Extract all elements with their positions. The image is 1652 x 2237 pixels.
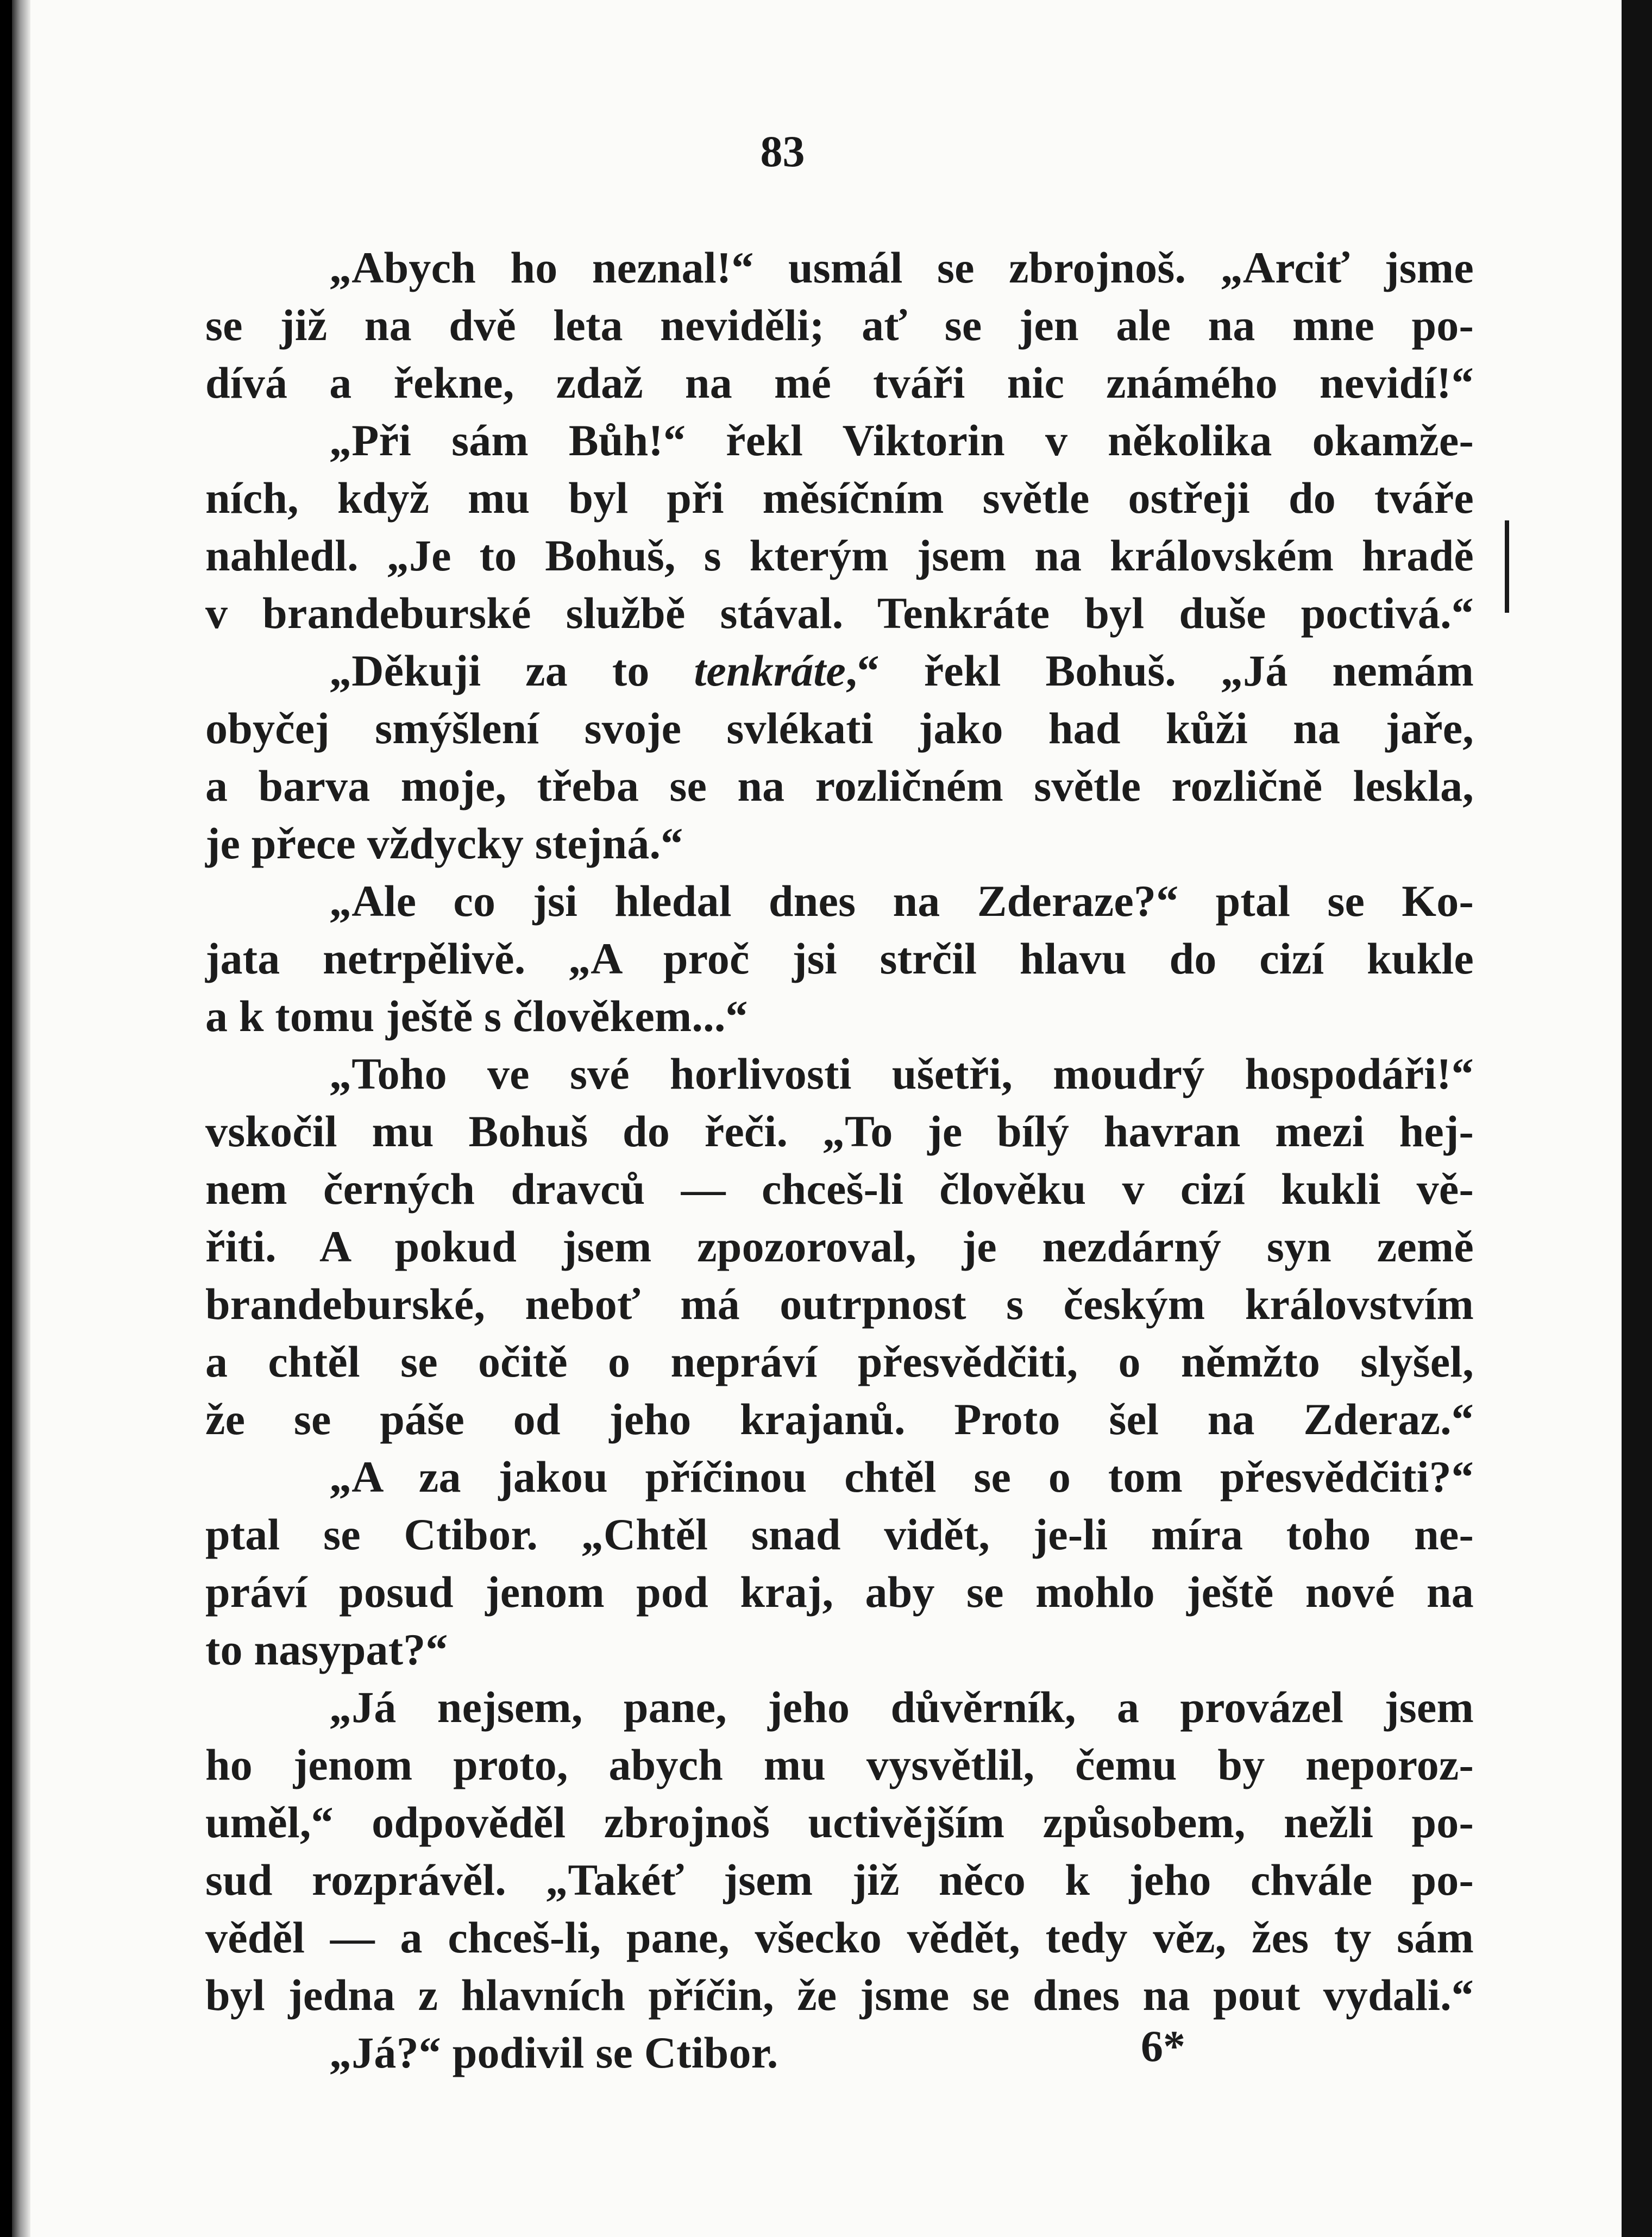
text-line: a barva moje, třeba se na rozličném světle rozličně leskla,: [205, 761, 1474, 810]
text-line: ho jenom proto, abych mu vysvětlil, čemu by neporoz-: [205, 1740, 1474, 1789]
text-line: věděl — a chceš-li, pane, všecko vědět, tedy věz, žes ty sám: [205, 1913, 1474, 1962]
text-line: je přece vždycky stejná.“: [205, 819, 683, 868]
text-line: v brandeburské službě stával. Tenkráte byl duše poctivá.“: [205, 588, 1474, 638]
text-line: „Toho ve své horlivosti ušetři, moudrý hospodáři!“: [329, 1049, 1474, 1098]
text-line: a k tomu ještě s člověkem...“: [205, 991, 748, 1041]
text-line: práví posud jenom pod kraj, aby se mohlo ještě nové na: [205, 1567, 1474, 1617]
text-line: že se páše od jeho krajanů. Proto šel na Zderaz.“: [205, 1394, 1474, 1444]
text-line: jata netrpělivě. „A proč jsi strčil hlavu do cizí kukle: [205, 934, 1474, 983]
text-line: se již na dvě leta neviděli; ať se jen ale na mne po-: [205, 300, 1474, 350]
text-line: ptal se Ctibor. „Chtěl snad vidět, je-li míra toho ne-: [205, 1510, 1474, 1559]
text-line: „A za jakou příčinou chtěl se o tom přesvědčiti?“: [329, 1452, 1474, 1501]
emphasized-word: tenkráte: [694, 646, 846, 695]
text-line: řiti. A pokud jsem zpozoroval, je nezdárný syn země: [205, 1222, 1474, 1271]
text-line: „Děkuji za to tenkráte,“ řekl Bohuš. „Já nemám: [329, 646, 1474, 695]
text-line: sud rozprávěl. „Takéť jsem již něco k jeho chvále po-: [205, 1855, 1474, 1905]
text-line: obyčej smýšlení svoje svlékati jako had kůži na jaře,: [205, 703, 1474, 753]
text-line: dívá a řekne, zdaž na mé tváři nic známého nevidí!“: [205, 358, 1474, 407]
margin-mark: [1505, 520, 1509, 613]
text-line: nahledl. „Je to Bohuš, s kterým jsem na královském hradě: [205, 531, 1474, 580]
text-line: „Abych ho neznal!“ usmál se zbrojnoš. „Arciť jsme: [329, 243, 1474, 292]
text-line: ních, když mu byl při měsíčním světle ostřeji do tváře: [205, 473, 1474, 523]
body-text: [205, 239, 1474, 2077]
text-line: to nasypat?“: [205, 1625, 448, 1674]
text-line: brandeburské, neboť má outrpnost s českým královstvím: [205, 1279, 1474, 1329]
text-line: a chtěl se očitě o nepráví přesvědčiti, o němžto slyšel,: [205, 1337, 1474, 1386]
text-line: nem černých dravců — chceš-li člověku v cizí kukli vě-: [205, 1164, 1474, 1214]
scan-border: [1622, 0, 1652, 2237]
text-line: vskočil mu Bohuš do řeči. „To je bílý havran mezi hej-: [205, 1107, 1474, 1156]
text-line: „Ale co jsi hledal dnes na Zderaze?“ ptal se Ko-: [329, 876, 1474, 926]
text-line: byl jedna z hlavních příčin, že jsme se dnes na pout vydali.“: [205, 1970, 1474, 2020]
text-line: „Při sám Bůh!“ řekl Viktorin v několika okamže-: [329, 416, 1474, 465]
spine-shadow: [12, 0, 30, 2237]
signature-mark: 6*: [1141, 2021, 1185, 2071]
text-line: uměl,“ odpověděl zbrojnoš uctivějším způsobem, nežli po-: [205, 1798, 1474, 1847]
page-number: 83: [760, 127, 805, 176]
text-line: „Já nejsem, pane, jeho důvěrník, a provázel jsem: [329, 1682, 1474, 1732]
text-line: „Já?“ podivil se Ctibor.: [329, 2028, 778, 2077]
